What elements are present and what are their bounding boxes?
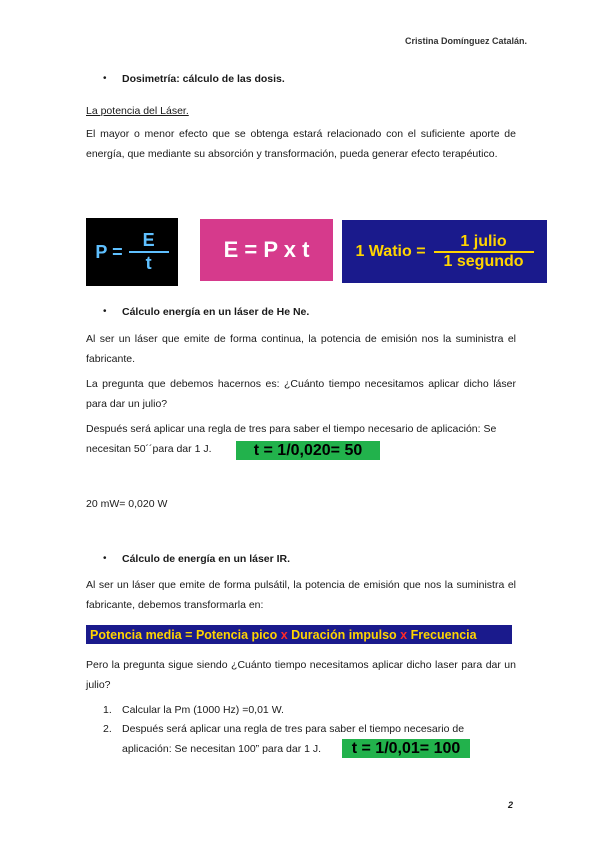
formula-fraction (129, 230, 169, 274)
paragraph-pregunta-ir: Pero la pregunta sigue siendo ¿Cuánto tiempo necesitamos aplicar dicho laser para dar un julio? (86, 659, 516, 691)
multiply-sign: x (280, 627, 288, 642)
list-number: 1. (103, 704, 112, 716)
paragraph-efecto: El mayor o menor efecto que se obtenga estará relacionado con el suficiente aporte de energía, que mediante su absorción y transformación, pueda generar efecto terapéutico. (86, 128, 516, 160)
result-box-ir: t = 1/0,01= 100 (342, 739, 470, 758)
formula-part: Duración impulso (287, 627, 401, 642)
conversion-text: 20 mW= 0,020 W (86, 498, 168, 510)
formula-lhs: 1 Watio = (355, 242, 426, 260)
formula-box-watio (342, 220, 547, 283)
formula-fraction (434, 233, 534, 271)
section-title-dosimetria: Dosimetría: cálculo de las dosis. (122, 73, 285, 85)
paragraph-regla-line1: Después será aplicar una regla de tres para saber el tiempo necesario de aplicación: Se (86, 423, 497, 435)
section-title-ir: Cálculo de energía en un láser IR. (122, 553, 291, 565)
list-item-text-line2: aplicación: Se necesitan 100” para dar 1 J. (122, 743, 322, 755)
formula-box-energy: E = P x t (200, 219, 333, 281)
list-item-text: Calcular la Pm (1000 Hz) =0,01 W. (122, 704, 284, 716)
bullet-icon: • (103, 306, 107, 317)
multiply-sign: x (400, 627, 408, 642)
paragraph-continua: Al ser un láser que emite de forma continua, la potencia de emisión nos la suministra el fabricante. (86, 333, 516, 365)
list-number: 2. (103, 723, 112, 735)
formula-banner-potencia-media (86, 625, 512, 644)
paragraph-pulsatil: Al ser un láser que emite de forma pulsátil, la potencia de emisión que nos la suministra el fabricante, debemos transformarla en: (86, 579, 516, 611)
formula-numerator: 1 julio (460, 232, 507, 250)
formula-denominator: t (145, 253, 152, 273)
bullet-icon: • (103, 553, 107, 564)
list-item-text: Después será aplicar una regla de tres para saber el tiempo necesario de (122, 723, 465, 735)
result-box-hene: t = 1/0,020= 50 (236, 441, 380, 460)
formula-lhs: P = (95, 241, 123, 262)
formula-denominator: 1 segundo (443, 252, 524, 270)
formula-box-power (86, 218, 178, 286)
formula-part: Frecuencia (407, 627, 477, 642)
subtitle-potencia: La potencia del Láser. (86, 105, 189, 117)
page-number: 2 (507, 800, 513, 810)
section-title-hene: Cálculo energía en un láser de He Ne. (122, 306, 310, 318)
formula-numerator: E (142, 230, 155, 250)
paragraph-regla-line2: necesitan 50´´para dar 1 J. (86, 443, 212, 455)
paragraph-pregunta: La pregunta que debemos hacernos es: ¿Cuánto tiempo necesitamos aplicar dicho láser para dar un julio? (86, 378, 516, 410)
bullet-icon: • (103, 73, 107, 84)
formula-part: Potencia media = Potencia pico (90, 627, 281, 642)
author-header: Cristina Domínguez Catalán. (404, 36, 527, 46)
